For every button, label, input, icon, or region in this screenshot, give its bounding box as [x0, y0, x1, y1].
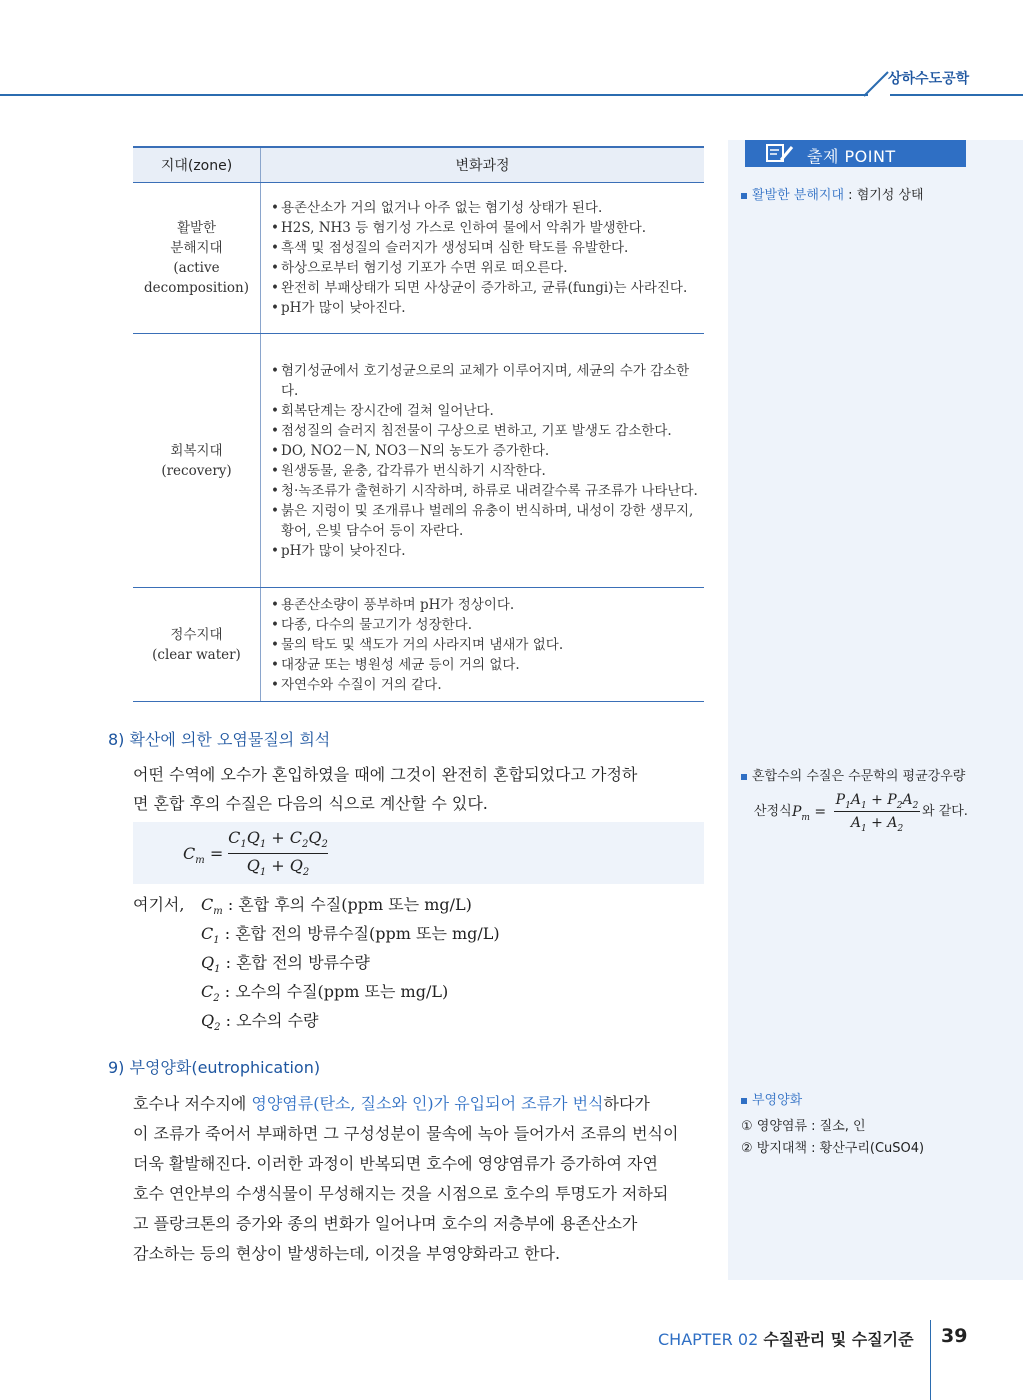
bullet-square-icon	[741, 193, 747, 199]
sidenote-eutrophication-title: 부영양화	[741, 1091, 802, 1111]
zone-name-cell: 활발한 분해지대 (active decomposition)	[133, 183, 261, 334]
sidenote-mixing-formula: 산정식 $P_m$ = $P_1A_1 + P_2A_2$ $A_1 + A_2$ 와 같다.	[754, 792, 968, 834]
list-item: • 대장균 또는 병원성 세균 등이 거의 없다.	[271, 655, 698, 675]
section-9-line: 감소하는 등의 현상이 발생하는데, 이것을 부영양화라고 한다.	[133, 1244, 561, 1263]
column-header-change: 변화과정	[261, 147, 705, 183]
list-item: • DO, NO2－N, NO3－N의 농도가 증가한다.	[271, 441, 698, 461]
sidenote-mixing-line1: 혼합수의 수질은 수문학의 평균강우량	[741, 767, 965, 787]
section-9-line: 호수 연안부의 수생식물이 무성해지는 것을 시점으로 호수의 투명도가 저하되	[133, 1184, 669, 1203]
list-item: • 붉은 지렁이 및 조개류나 벌레의 유충이 번식하며, 내성이 강한 생무지, 황어, 은빛 담수어 등이 자란다.	[271, 501, 698, 541]
column-header-zone: 지대(zone)	[133, 147, 261, 183]
mixing-formula-box: $C_m$ = $C_1Q_1 + C_2Q_2$ $Q_1 + Q_2$	[133, 822, 704, 884]
list-item: • 완전히 부패상태가 되면 사상균이 증가하고, 균류(fungi)는 사라진다.	[271, 278, 698, 298]
list-item: • pH가 많이 낮아진다.	[271, 298, 698, 318]
header-rule-right	[890, 94, 1023, 96]
sidenote-eutrophication-item: ② 방지대책 : 황산구리(CuSO4)	[741, 1141, 925, 1156]
list-item: • 청·녹조류가 출현하기 시작하며, 하류로 내려갈수록 규조류가 나타난다.	[271, 481, 698, 501]
stream-zone-table	[133, 146, 704, 702]
section-8-intro-line2: 면 혼합 후의 수질은 다음의 식으로 계산할 수 있다.	[133, 794, 488, 813]
list-item: • H2S, NH3 등 혐기성 가스로 인하여 물에서 악취가 발생한다.	[271, 218, 698, 238]
exam-point-label: 출제 POINT	[807, 147, 896, 166]
sidenote-eutrophication-item: ① 영양염류 : 질소, 인	[741, 1119, 866, 1134]
list-item: • 자연수와 수질이 거의 같다.	[271, 675, 698, 695]
section-8-intro-line1: 어떤 수역에 오수가 혼입하였을 때에 그것이 완전히 혼합되었다고 가정하	[133, 765, 638, 784]
list-item: • pH가 많이 낮아진다.	[271, 541, 698, 561]
section-9-title: 9) 부영양화(eutrophication)	[108, 1058, 321, 1077]
section-9-line1: 호수나 저수지에 영양염류(탄소, 질소와 인)가 유입되어 조류가 번식하다가	[133, 1094, 650, 1113]
highlight-text: 영양염류(탄소, 질소와 인)가 유입되어 조류가 번식	[251, 1094, 604, 1113]
exam-point-banner	[745, 140, 966, 167]
list-item: • 혐기성균에서 호기성균으로의 교체가 이루어지며, 세균의 수가 감소한다.	[271, 361, 698, 401]
list-item: • 점성질의 슬러지 침전물이 구상으로 변하고, 기포 발생도 감소한다.	[271, 421, 698, 441]
where-label: 여기서,	[133, 895, 185, 914]
bullet-square-icon	[741, 774, 747, 780]
running-header-title: 상하수도공학	[888, 71, 970, 87]
definition-row: $Q_1$ : 혼합 전의 방류수량	[201, 953, 370, 976]
list-item: • 흑색 및 점성질의 슬러지가 생성되며 심한 탁도를 유발한다.	[271, 238, 698, 258]
list-item: • 회복단계는 장시간에 걸쳐 일어난다.	[271, 401, 698, 421]
list-item: • 다종, 다수의 물고기가 성장한다.	[271, 615, 698, 635]
table-row	[133, 334, 704, 588]
footer-chapter: CHAPTER 02 수질관리 및 수질기준	[658, 1330, 914, 1349]
list-item: • 용존산소량이 풍부하며 pH가 정상이다.	[271, 595, 698, 615]
list-item: • 용존산소가 거의 없거나 아주 없는 혐기성 상태가 된다.	[271, 198, 698, 218]
definition-row: $Q_2$ : 오수의 수량	[201, 1011, 319, 1034]
page-number: 39	[941, 1325, 968, 1347]
zone-name-cell: 정수지대 (clear water)	[133, 588, 261, 702]
zone-description-cell	[261, 334, 705, 588]
section-9-line: 더욱 활발해진다. 이러한 과정이 반복되면 호수에 영양염류가 증가하여 자연	[133, 1154, 658, 1173]
section-8-title: 8) 확산에 의한 오염물질의 희석	[108, 730, 331, 749]
definition-row: $C_m$ : 혼합 후의 수질(ppm 또는 mg/L)	[201, 895, 472, 918]
definition-row: $C_1$ : 혼합 전의 방류수질(ppm 또는 mg/L)	[201, 924, 500, 947]
footer-divider	[930, 1320, 931, 1400]
section-9-line: 이 조류가 죽어서 부패하면 그 구성성분이 물속에 녹아 들어가서 조류의 번식이	[133, 1124, 679, 1143]
zone-description-cell	[261, 588, 705, 702]
zone-description-cell	[261, 183, 705, 334]
table-row	[133, 183, 704, 334]
memo-pencil-icon	[765, 142, 795, 164]
list-item: • 원생동물, 윤충, 갑각류가 번식하기 시작한다.	[271, 461, 698, 481]
list-item: • 물의 탁도 및 색도가 거의 사라지며 냄새가 없다.	[271, 635, 698, 655]
bullet-square-icon	[741, 1098, 747, 1104]
definition-row: $C_2$ : 오수의 수질(ppm 또는 mg/L)	[201, 982, 449, 1005]
header-rule	[0, 94, 868, 96]
list-item: • 하상으로부터 혐기성 기포가 수면 위로 떠오른다.	[271, 258, 698, 278]
sidenote-active-decomposition: 활발한 분해지대 : 혐기성 상태	[741, 186, 924, 206]
section-9-line: 고 플랑크톤의 증가와 종의 변화가 일어나며 호수의 저층부에 용존산소가	[133, 1214, 638, 1233]
table-row	[133, 588, 704, 702]
zone-name-cell: 회복지대 (recovery)	[133, 334, 261, 588]
